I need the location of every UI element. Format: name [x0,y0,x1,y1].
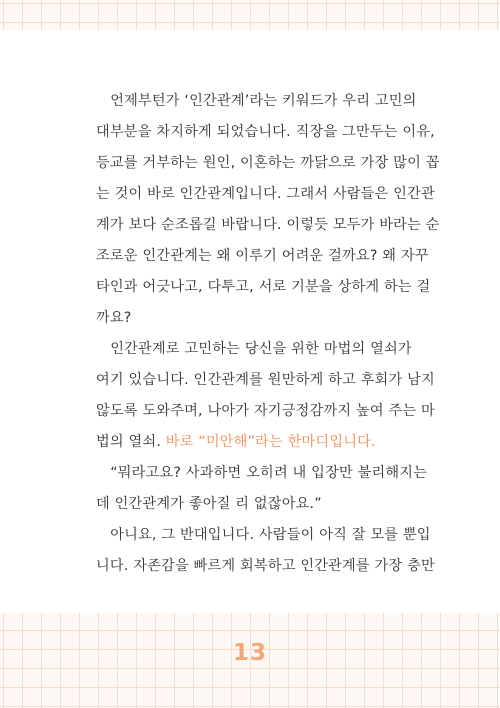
text-line: 조로운 인간관계는 왜 이루기 어려운 걸까요? 왜 자꾸 [96,248,429,264]
text-line: 언제부턴가 ‘인간관계’라는 키워드가 우리 고민의 [110,93,417,109]
text-line: 인간관계로 고민하는 당신을 위한 마법의 열쇠가 [110,341,412,357]
paragraph-3 [96,458,426,520]
text-line: 등교를 거부하는 원인, 이혼하는 까닭으로 가장 많이 꼽 [96,155,440,171]
paragraph-1 [96,86,440,334]
body-text [96,86,440,582]
paragraph-2 [96,334,435,458]
text-line: 타인과 어긋나고, 다투고, 서로 기분을 상하게 하는 걸 [96,279,431,295]
text-line: 까요? [96,310,132,326]
text-line: 계가 보다 순조롭길 바랍니다. 이렇듯 모두가 바라는 순 [96,217,440,233]
text-line: 않도록 도와주며, 나아가 자기긍정감까지 높여 주는 마 [96,403,435,419]
paragraph-4 [96,520,435,582]
page-number: 13 [232,640,267,666]
text-line: 아니요, 그 반대입니다. 사람들이 아직 잘 모를 뿐입 [110,527,431,543]
text-line: 대부분을 차지하게 되었습니다. 직장을 그만두는 이유, [96,124,435,140]
quote-line: “뭐라고요? 사과하면 오히려 내 입장만 불리해지는 [110,465,428,481]
text-line [96,427,426,458]
text-plain: 법의 열쇠. [96,434,162,450]
quote-line: 데 인간관계가 좋아질 리 없잖아요.” [96,496,322,512]
text-line: 니다. 자존감을 빠르게 회복하고 인간관계를 가장 충만 [96,558,435,574]
highlighted-phrase: 바로 “미안해”라는 한마디입니다. [165,434,376,450]
text-line: 여기 있습니다. 인간관계를 원만하게 하고 후회가 남지 [96,372,435,388]
text-line: 는 것이 바로 인간관계입니다. 그래서 사람들은 인간관 [96,186,435,202]
